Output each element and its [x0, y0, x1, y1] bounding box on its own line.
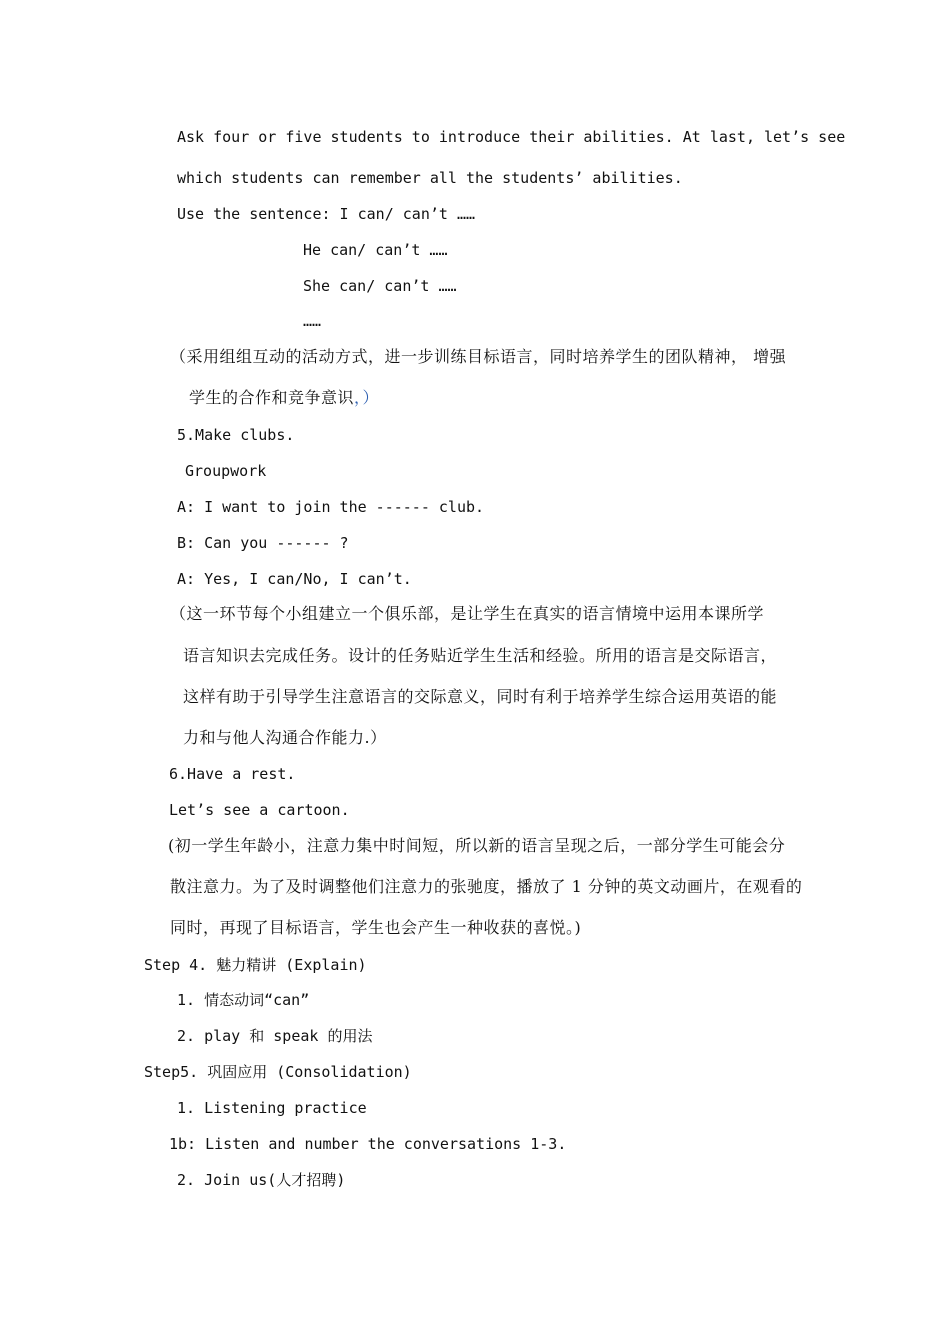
sentence-pattern-ellipsis: …… — [303, 312, 322, 330]
note-attention-line1: (初一学生年龄小，注意力集中时间短，所以新的语言呈现之后，一部分学生可能会分 — [168, 836, 786, 855]
dialogue-line-b: B: Can you ------ ? — [177, 534, 349, 552]
heading-step4-explain: Step 4. 魅力精讲 (Explain) — [144, 956, 367, 974]
dialogue-line-a2: A: Yes, I can/No, I can’t. — [177, 570, 412, 588]
note-club-line3: 这样有助于引导学生注意语言的交际意义，同时有利于培养学生综合运用英语的能 — [183, 687, 778, 706]
step-make-clubs: 5.Make clubs. — [177, 426, 295, 444]
consolidation-item-1: 1. Listening practice — [177, 1099, 367, 1117]
note-cooperation-line — [189, 388, 379, 408]
note-attention-line3: 同时，再现了目标语言，学生也会产生一种收获的喜悦。) — [170, 918, 582, 937]
note-attention-line2: 散注意力。为了及时调整他们注意力的张驰度，播放了 1 分钟的英文动画片，在观看的 — [170, 877, 803, 896]
sentence-pattern-he: He can/ can’t …… — [303, 241, 448, 259]
sentence-pattern-she: She can/ can’t …… — [303, 277, 457, 295]
paragraph-remember-abilities: which students can remember all the students’ abilities. — [177, 169, 683, 187]
explain-item-2: 2. play 和 speak 的用法 — [177, 1027, 373, 1045]
consolidation-item-2: 2. Join us(人才招聘) — [177, 1171, 346, 1189]
sentence-pattern-i: Use the sentence: I can/ can’t …… — [177, 205, 476, 223]
note-cooperation-text: 学生的合作和竞争意识 — [189, 388, 355, 407]
note-club-line4: 力和与他人沟通合作能力.） — [183, 728, 387, 747]
note-club-line2: 语言知识去完成任务。设计的任务贴近学生生活和经验。所用的语言是交际语言， — [183, 646, 778, 665]
explain-item-1: 1. 情态动词“can” — [177, 991, 310, 1009]
dialogue-line-a1: A: I want to join the ------ club. — [177, 498, 485, 516]
heading-step5-consolidation: Step5. 巩固应用 (Consolidation) — [144, 1063, 412, 1081]
consolidation-1b: 1b: Listen and number the conversations 1-3. — [169, 1135, 567, 1153]
paragraph-ask-students: Ask four or five students to introduce their abilities. At last, let’s see — [177, 128, 846, 146]
note-cooperation-close: ，） — [354, 388, 380, 407]
step-have-rest: 6.Have a rest. — [169, 765, 296, 783]
line-see-cartoon: Let’s see a cartoon. — [169, 801, 350, 819]
note-group-interaction: （采用组组互动的活动方式，进一步训练目标语言，同时培养学生的团队精神， 增强 — [170, 347, 787, 366]
label-groupwork: Groupwork — [185, 462, 267, 480]
note-club-line1: （这一环节每个小组建立一个俱乐部，是让学生在真实的语言情境中运用本课所学 — [170, 604, 765, 623]
